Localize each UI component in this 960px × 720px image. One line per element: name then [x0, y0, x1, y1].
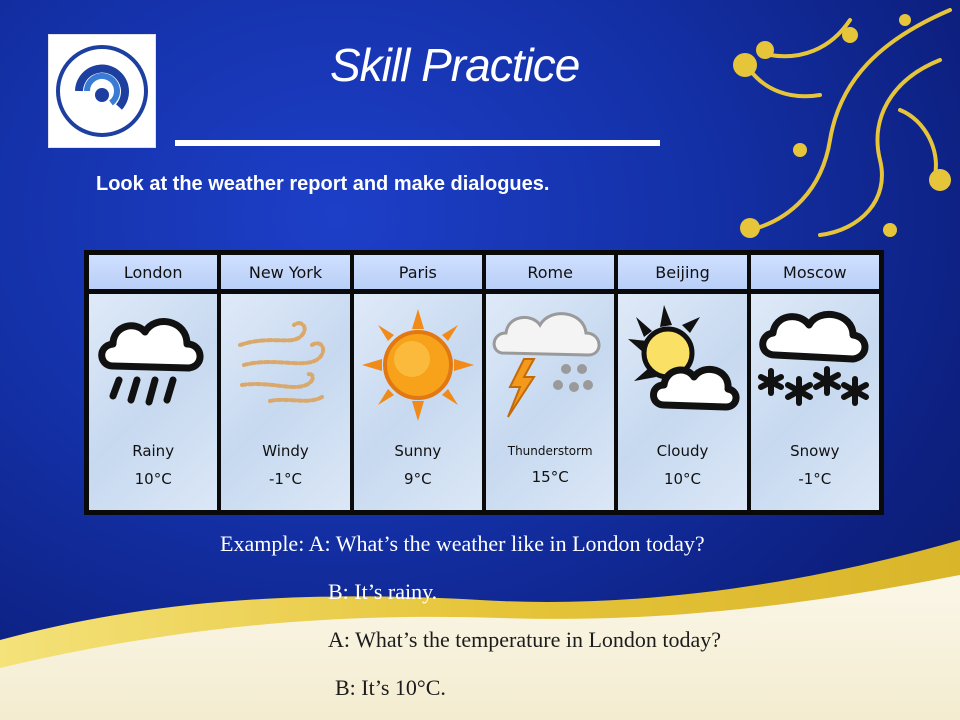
weather-cell	[89, 294, 217, 510]
snow-icon	[753, 305, 877, 425]
cloudy-icon	[620, 305, 744, 425]
rain-icon	[91, 310, 215, 420]
gold-flourish-decoration	[650, 0, 960, 250]
city-header: Paris	[354, 255, 482, 289]
weather-cell	[221, 294, 349, 510]
condition-label: Cloudy	[656, 442, 709, 460]
city-header: New York	[221, 255, 349, 289]
wind-icon	[230, 315, 340, 415]
weather-cell	[486, 294, 614, 510]
school-emblem-icon	[49, 35, 155, 147]
condition-label: Sunny	[394, 442, 442, 460]
temperature-value: 10°C	[663, 470, 702, 488]
example-line: B: It’s 10°C.	[335, 675, 446, 700]
condition-label: Snowy	[790, 442, 840, 460]
thunderstorm-icon	[488, 305, 612, 425]
condition-label: Windy	[262, 442, 309, 460]
page-title: Skill Practice	[330, 39, 580, 91]
city-header: Moscow	[751, 255, 879, 289]
weather-cell	[618, 294, 746, 510]
example-line: B: It’s rainy.	[328, 579, 438, 604]
weather-cell	[751, 294, 879, 510]
condition-label: Thunderstorm	[507, 444, 593, 458]
condition-label: Rainy	[132, 442, 175, 460]
temperature-value: -1°C	[269, 470, 302, 488]
city-header: Beijing	[618, 255, 746, 289]
school-logo	[48, 34, 156, 148]
instruction-text: Look at the weather report and make dialogues.	[96, 173, 550, 195]
weather-report-table	[84, 250, 884, 515]
city-header: London	[89, 255, 217, 289]
weather-cell	[354, 294, 482, 510]
temperature-value: 10°C	[134, 470, 172, 488]
example-line: A: What’s the temperature in London today?	[328, 627, 722, 652]
example-line: Example: A: What’s the weather like in London today?	[220, 531, 705, 556]
city-header: Rome	[486, 255, 614, 289]
temperature-value: 9°C	[404, 470, 432, 488]
temperature-value: -1°C	[798, 470, 832, 488]
title-underline	[175, 140, 660, 146]
sun-icon	[358, 305, 478, 425]
temperature-value: 15°C	[531, 468, 569, 486]
